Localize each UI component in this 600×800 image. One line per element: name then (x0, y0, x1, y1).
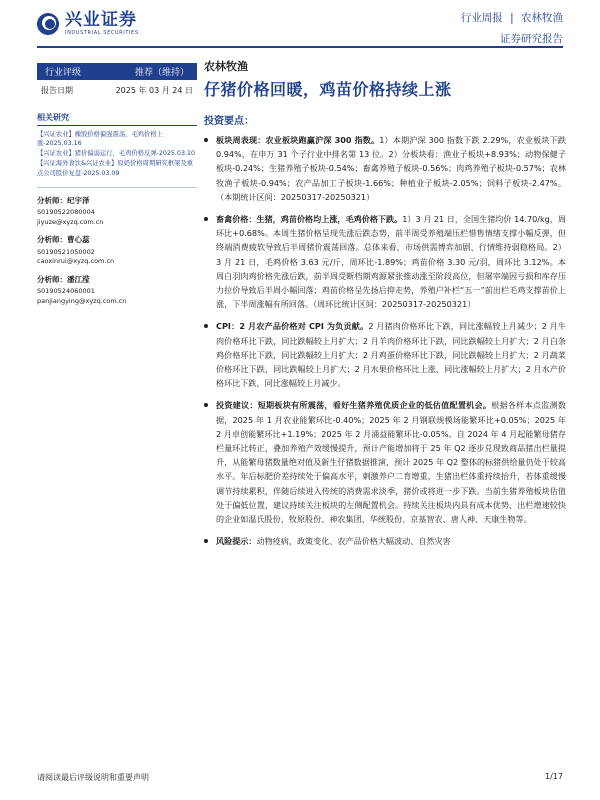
footer-disclaimer[interactable]: 请阅读最后评级说明和重要声明 (37, 773, 149, 782)
report-date-value: 2025 年 03 月 24 日 (115, 86, 193, 95)
key-point-body: 根据各样本点监测数据，2025 年 1 月农业能繁环比-0.40%；2025 年 2 月钢联规模场能繁环比+0.05%；2025 年 2 月卓创能繁环比+1.19%；2025 年 2 月涌益能繁环比-0.05%。自 2024 年 4 月起能繁母猪存栏量环比转正，叠加养殖产效缓慢提升，预计产能增加将于 25 年 Q2 逐步兑现致商品猪出栏量提升，从能繁母猪数量绝对值及新生仔猪数据推演，预计 2025 年 Q2 整体的标猪供给量仍处于较高水平。年后标肥价差持续处于偏高水平，刺激养户二育增重，生猪出栏体重持续抬升，若体重缓慢调节持续累积，伴随后续进入传统的消费需求淡季，猪价或将进一步下跌。当前生猪养殖板块估值处于偏低位置，建议持续关注板块的左侧配置机会。持续关注板块内具有成本优势、出栏增速较快的企业如温氏股份、牧原股份、神农集团、华统股份、京基智农、唐人神、天康生物等。 (216, 400, 566, 525)
analyst-block (37, 274, 197, 307)
key-point-body: 1）本期沪深 300 指数下跌 2.29%，农业板块下跌 0.94%，在申万 31 个子行业中排名第 13 位。2）分板块看：渔业子板块+8.93%；动物保健子板块-0.24%；生猪养殖子板块-0.54%；畜禽养殖子板块-0.56%；肉鸡养殖子板块-0.57%；农林牧渔子板块-0.94%；农产品加工子板块-1.66%；种植业子板块-2.05%；饲料子板块-2.47%。（本期统计区间：20250317-20250321） (216, 135, 566, 202)
analyst-email[interactable]: panjiangying@xyzq.com.cn (37, 297, 127, 306)
header-divider (37, 46, 563, 48)
analyst-cert: S0190524060001 (37, 287, 95, 296)
analyst-email[interactable]: caoxinrui@xyzq.com.cn (37, 257, 115, 266)
rating-bar (37, 63, 197, 80)
key-points-heading: 投资要点： (204, 116, 254, 127)
report-date-row (37, 80, 197, 96)
report-date-label: 报告日期 (41, 86, 73, 95)
key-point-lead: 板块周表现：农业板块跑赢沪深 300 指数。 (216, 135, 380, 145)
rating-label: 行业评级 (45, 68, 82, 78)
sector-label: 农林牧渔 (204, 60, 248, 73)
analyst-email[interactable]: jiyuze@xyzq.com.cn (37, 217, 104, 226)
logo-icon (37, 13, 59, 35)
key-point-investment-advice (204, 398, 566, 526)
logo-name-en: INDUSTRIAL SECURITIES (65, 30, 139, 36)
analyst-divider (37, 187, 197, 188)
key-point-lead: 畜禽价格：生猪，鸡苗价格均上涨，毛鸡价格下跌。 (216, 214, 403, 225)
header-separator: | (510, 12, 514, 24)
analyst-cert: S0190522080004 (37, 207, 95, 216)
analyst-name: 分析师：纪宇泽 (37, 195, 90, 205)
sidebar (37, 56, 197, 307)
rating-value: 推荐（维持） (134, 68, 189, 78)
page-number: 1/17 (545, 772, 563, 781)
key-point-cpi (204, 319, 566, 390)
report-type: 行业周报 (460, 12, 503, 24)
key-point-body: 动物疫病、政策变化、农产品价格大幅波动、自然灾害 (256, 536, 451, 547)
key-point-lead: 风险提示： (216, 536, 257, 547)
key-point-lead: CPI：2 月农产品价格对 CPI 为负贡献。 (216, 321, 369, 332)
related-research-item[interactable]: 【兴证农业】橡胶价格偏强震荡，毛鸡价格上涨-2025.03.16 (37, 131, 163, 148)
main-content (204, 58, 566, 548)
key-point-risk (204, 534, 566, 548)
analyst-block (37, 195, 197, 228)
analyst-cert: S0190521050002 (37, 247, 95, 256)
analyst-block (37, 234, 197, 267)
related-research-list (37, 130, 197, 178)
related-research-item[interactable]: 【兴证农业】猪价偏弱运行，毛鸡价格反弹-2025.03.10 (37, 150, 195, 158)
key-point-lead: 投资建议：短期板块有所震荡，看好生猪养殖优质企业的低估值配置机会。 (216, 400, 492, 411)
related-research-item[interactable]: 【兴证海外食饮&兴证农业】原奶价格周期研究框架及重点公司股价复盘-2025.03.09 (37, 160, 194, 177)
key-point-body: 1）3 月 21 日，全国生猪均价 14.70/kg，周环比+0.68%。本周生猪价格呈现先涨后跌态势，前半周受养殖端压栏惜售情绪支撑小幅反弹，但终端消费疲软导致后半周猪价震荡回落。总体来看，市场供需博弈加剧、行情维持弱稳格局。2）3 月 21 日，毛鸡价格 3.63 元/斤，周环比-1.89%；鸡苗价格 3.30 元/羽，周环比 3.12%。本周白羽肉鸡价格先涨后跌，前半周受断档期鸡源紧张推动涨至阶段高位，但屠宰端因亏损和库存压力拉价导致后半周小幅回落；鸡苗价格呈先扬后抑走势，养殖户补栏“五一”前出栏毛鸡支撑苗价上涨，下半周涨幅有所回落。（周环比统计区间：20250317-20250321） (216, 214, 566, 310)
report-title: 仔猪价格回暖，鸡苗价格持续上涨 (204, 80, 452, 99)
report-industry: 农林牧渔 (521, 12, 563, 24)
page-footer (37, 772, 563, 783)
logo-name-cn: 兴业证券 (65, 10, 137, 30)
key-point-body: 2 月猪肉价格环比下跌，同比涨幅较上月减少；2 月牛肉价格环比下跌，同比跌幅较上月扩大；2 月羊肉价格环比下跌，同比跌幅较上月扩大；2 月白条鸡价格环比下跌，同比跌幅较上月扩大；2 月鸡蛋价格环比下跌，同比跌幅较上月扩大；2 月蔬菜价格环比下跌，同比跌幅较上月扩大；2 月水果价格环比上涨，同比涨幅较上月扩大；2 月水产价格环比下跌，同比涨幅较上月减少。 (216, 321, 566, 389)
related-research-heading: 相关研究 (37, 112, 197, 126)
analyst-name: 分析师：曹心蕊 (37, 235, 90, 245)
key-point-sector-performance (204, 133, 566, 204)
key-point-livestock-prices (204, 212, 566, 311)
company-logo (37, 12, 139, 36)
report-header-meta (461, 10, 563, 46)
report-subtitle: 证券研究报告 (500, 33, 563, 45)
analyst-name: 分析师：潘江滢 (37, 275, 90, 285)
